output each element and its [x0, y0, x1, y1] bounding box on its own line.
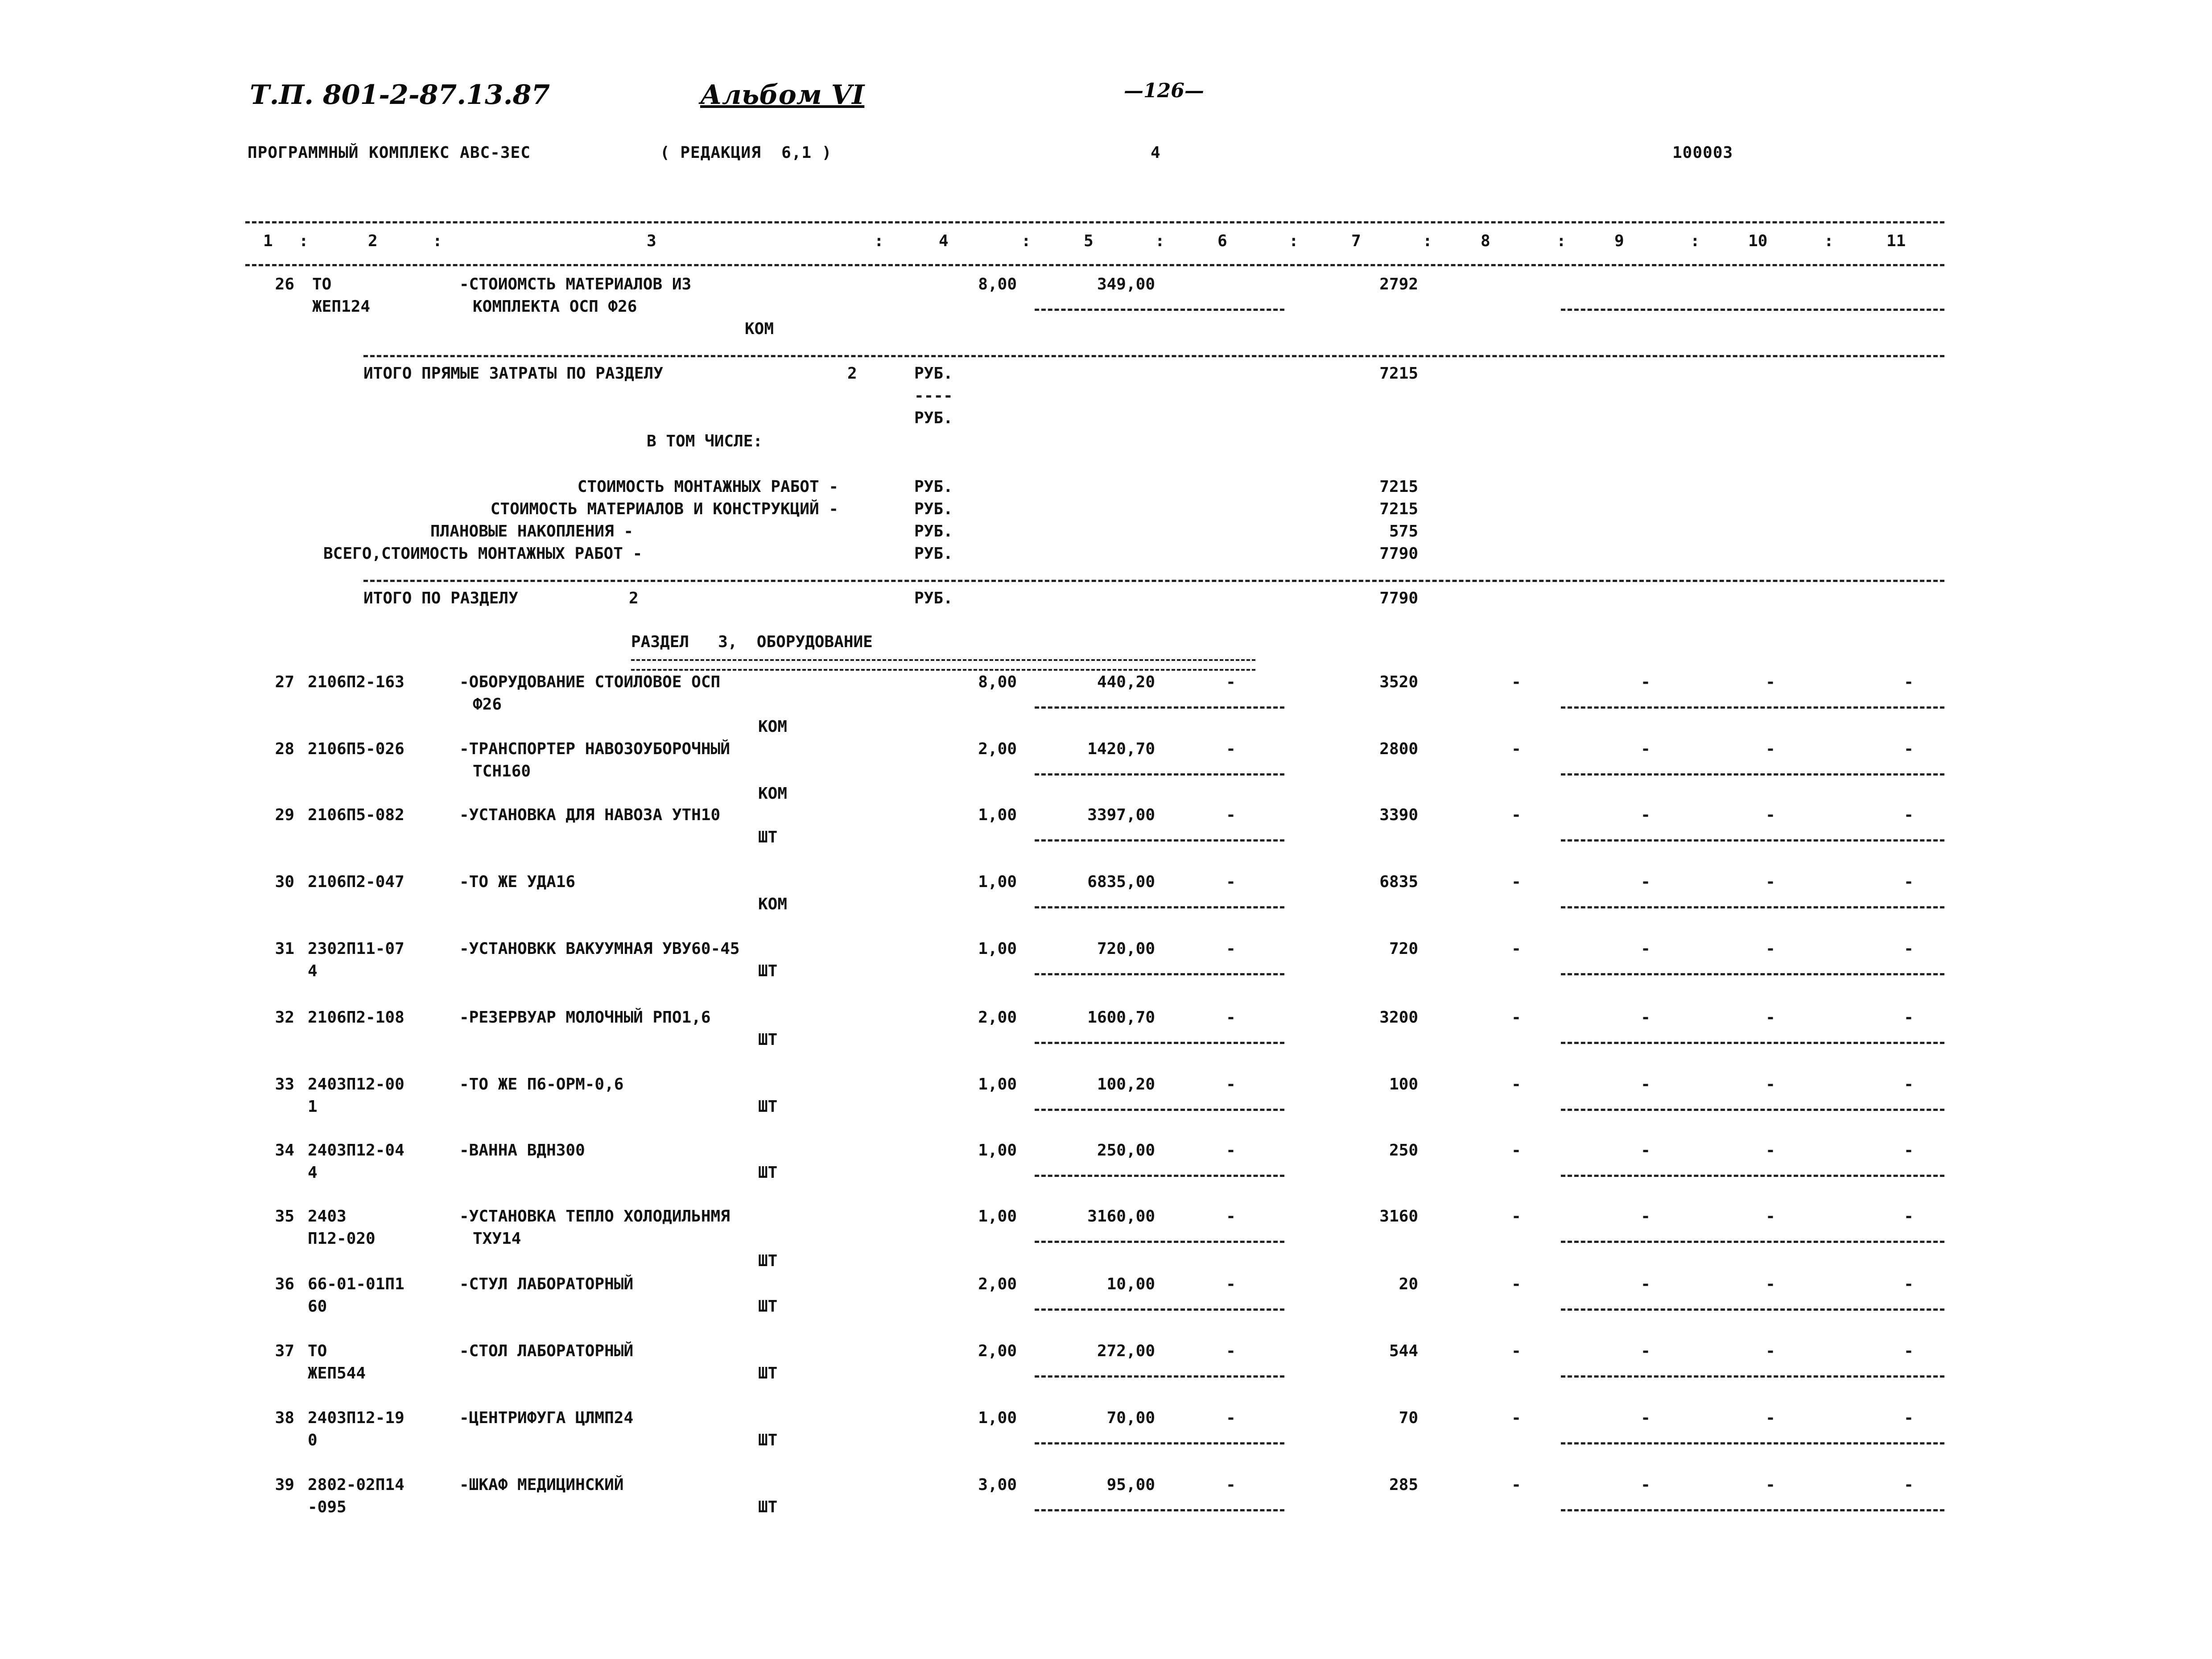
row-rule [1561, 1442, 1944, 1444]
row-quantity: 1,00 [978, 873, 1017, 891]
direct-costs-unit-2: РУБ. [914, 409, 953, 427]
column-number: 4 [939, 232, 949, 250]
dash-mark: - [1904, 1275, 1914, 1293]
column-separator: : [1556, 232, 1566, 250]
table-header-rule [245, 264, 1944, 266]
row-code: 2302П11-07 [308, 940, 404, 958]
row-unit: ШТ [758, 1098, 778, 1116]
row-description: -ТО ЖЕ П6-ОРМ-0,6 [459, 1075, 624, 1094]
row-code: 2106П5-082 [308, 806, 404, 824]
direct-costs-unit: РУБ. [914, 364, 953, 383]
dash-mark: - [1511, 940, 1521, 958]
row-rule [1561, 1308, 1944, 1311]
row-quantity: 1,00 [978, 1075, 1017, 1094]
row-code: 2403П12-19 [308, 1409, 404, 1427]
dash-mark: - [1641, 1207, 1651, 1226]
cost-line-value: 7215 [1379, 500, 1418, 518]
row-unit: ШТ [758, 828, 778, 846]
column-separator: : [299, 232, 309, 250]
row-quantity: 2,00 [978, 1008, 1017, 1027]
cost-line-unit: РУБ. [914, 500, 953, 518]
dash-mark: - [1766, 1275, 1775, 1293]
row-description: -СТУЛ ЛАБОРАТОРНЫЙ [459, 1275, 634, 1293]
dash-mark: - [1641, 1409, 1651, 1427]
direct-costs-total: 7215 [1379, 364, 1418, 383]
row-total: 100 [1389, 1075, 1418, 1094]
row-rule [1561, 1241, 1944, 1243]
row-price: 272,00 [1097, 1342, 1155, 1360]
dash-mark: - [1766, 1207, 1775, 1226]
row-unit: ШТ [758, 1297, 778, 1316]
row-description: -ОБОРУДОВАНИЕ СТОИЛОВОЕ ОСП [459, 673, 721, 691]
column-separator: : [1824, 232, 1834, 250]
column-separator: : [1690, 232, 1700, 250]
row-total: 20 [1399, 1275, 1418, 1293]
dash-mark: - [1226, 1008, 1236, 1027]
including-label: В ТОМ ЧИСЛЕ: [647, 432, 763, 450]
dash-mark: - [1904, 1141, 1914, 1160]
dash-mark: - [1511, 673, 1521, 691]
cost-line-label: СТОИМОСТЬ МАТЕРИАЛОВ И КОНСТРУКЦИЙ - [490, 500, 838, 518]
row-price: 3397,00 [1087, 806, 1155, 824]
row-quantity: 2,00 [978, 740, 1017, 758]
row-code-cont: 0 [308, 1431, 318, 1449]
row-number: 35 [275, 1207, 294, 1226]
dash-mark: - [1904, 806, 1914, 824]
row-rule [1561, 706, 1944, 709]
row-rule [1561, 906, 1944, 908]
row-rule [1035, 1042, 1284, 1044]
row-code: 2106П2-108 [308, 1008, 404, 1027]
row-rule [1561, 1509, 1944, 1511]
dash-mark: - [1904, 740, 1914, 758]
row-code: 2403П12-00 [308, 1075, 404, 1094]
row-description: -РЕЗЕРВУАР МОЛОЧНЫЙ РПО1,6 [459, 1008, 711, 1027]
section-total-rule [363, 580, 1944, 582]
doc-id: 100003 [1672, 144, 1733, 162]
row-price: 1420,70 [1087, 740, 1155, 758]
dash-mark: - [1226, 940, 1236, 958]
row-unit: КОМ [758, 895, 788, 913]
column-number: 3 [647, 232, 656, 250]
row-rule [1561, 1109, 1944, 1111]
cost-line-unit: РУБ. [914, 522, 953, 541]
dash-mark: - [1766, 1342, 1775, 1360]
dash-mark: - [1226, 1207, 1236, 1226]
column-number: 8 [1481, 232, 1490, 250]
row-number: 28 [275, 740, 294, 758]
dash-mark: - [1904, 873, 1914, 891]
direct-costs-label: ИТОГО ПРЯМЫЕ ЗАТРАТЫ ПО РАЗДЕЛУ [363, 364, 663, 383]
table-top-rule [245, 221, 1944, 223]
row-quantity: 1,00 [978, 1207, 1017, 1226]
row-total: 2800 [1379, 740, 1418, 758]
dash-mark: - [1766, 1075, 1775, 1094]
row-rule [1035, 309, 1284, 311]
row-code-cont: 1 [308, 1098, 318, 1116]
row-unit: КОМ [758, 718, 788, 736]
row-quantity: 2,00 [978, 1342, 1017, 1360]
row-total: 720 [1389, 940, 1418, 958]
column-number: 10 [1748, 232, 1768, 250]
row-number: 30 [275, 873, 294, 891]
row-number: 27 [275, 673, 294, 691]
row-rule [1035, 839, 1284, 842]
row-number: 31 [275, 940, 294, 958]
row-description: -ЦЕНТРИФУГА ЦЛМП24 [459, 1409, 634, 1427]
dash-mark: - [1904, 673, 1914, 691]
dash-mark: - [1904, 1075, 1914, 1094]
row-unit: ШТ [758, 962, 778, 980]
row-rule [1035, 773, 1284, 776]
cost-line-label: ПЛАНОВЫЕ НАКОПЛЕНИЯ - [430, 522, 633, 541]
row-rule [1035, 706, 1284, 709]
dash-mark: - [1226, 1476, 1236, 1494]
row-rule [1561, 309, 1944, 311]
row-rule [1561, 973, 1944, 975]
section-total-value: 7790 [1379, 589, 1418, 607]
row-code: ТО [308, 1342, 327, 1360]
row-code-cont: ЖЕП544 [308, 1364, 366, 1382]
row-description: -ТРАНСПОРТЕР НАВОЗОУБОРОЧНЫЙ [459, 740, 730, 758]
row-rule [1561, 773, 1944, 776]
row-unit: КОМ [758, 784, 788, 803]
dash-mark: - [1904, 1342, 1914, 1360]
row-quantity: 8,00 [978, 673, 1017, 691]
dash-mark: - [1641, 673, 1651, 691]
dash-mark: - [1904, 1476, 1914, 1494]
row-unit: ШТ [758, 1031, 778, 1049]
row-price: 100,20 [1097, 1075, 1155, 1094]
dash-mark: - [1511, 1141, 1521, 1160]
row-number: 33 [275, 1075, 294, 1094]
row-total: 285 [1389, 1476, 1418, 1494]
row-code: 2802-02П14 [308, 1476, 404, 1494]
row-number: 34 [275, 1141, 294, 1160]
dash-mark: - [1904, 940, 1914, 958]
row-code-cont: 60 [308, 1297, 327, 1316]
dash-mark: - [1904, 1008, 1914, 1027]
row-number: 37 [275, 1342, 294, 1360]
row-number: 38 [275, 1409, 294, 1427]
cost-line-value: 7790 [1379, 545, 1418, 563]
dash-mark: - [1226, 673, 1236, 691]
column-separator: : [874, 232, 884, 250]
page-number: —126— [1124, 79, 1204, 102]
row-description-cont: ТСН160 [473, 762, 531, 780]
cost-line-unit: РУБ. [914, 545, 953, 563]
dash-mark: - [1511, 1409, 1521, 1427]
dash-mark: - [1641, 940, 1651, 958]
row-description-cont: КОМПЛЕКТА ОСП Ф26 [473, 297, 637, 316]
dash-mark: - [1226, 1141, 1236, 1160]
row-rule [1035, 1442, 1284, 1444]
row-description-cont: ТХУ14 [473, 1230, 521, 1248]
dash-mark: - [1641, 1342, 1651, 1360]
section-total-number: 2 [629, 589, 639, 607]
row-number: 26 [275, 275, 294, 293]
row-rule [1035, 1308, 1284, 1311]
section-title: РАЗДЕЛ 3, ОБОРУДОВАНИЕ [631, 633, 873, 651]
dash-mark: - [1511, 1008, 1521, 1027]
dash-mark: - [1511, 1075, 1521, 1094]
section-rule [363, 355, 1944, 357]
direct-costs-section-no: 2 [847, 364, 857, 383]
row-code-cont: 4 [308, 962, 318, 980]
row-description: -УСТАНОВКА ТЕПЛО ХОЛОДИЛЬНМЯ [459, 1207, 730, 1226]
row-code-cont: ЖЕП124 [312, 297, 371, 316]
row-price: 3160,00 [1087, 1207, 1155, 1226]
sheet-number: 4 [1151, 144, 1161, 162]
row-code-cont: -095 [308, 1498, 347, 1516]
edition: ( РЕДАКЦИЯ 6,1 ) [660, 144, 832, 162]
row-rule [1561, 1375, 1944, 1378]
dash-mark: - [1766, 740, 1775, 758]
row-quantity: 2,00 [978, 1275, 1017, 1293]
row-rule [1561, 1042, 1944, 1044]
dash-mark: - [1904, 1207, 1914, 1226]
column-number: 11 [1886, 232, 1906, 250]
row-description: -ТО ЖЕ УДА16 [459, 873, 576, 891]
program-name: ПРОГРАММНЫЙ КОМПЛЕКС АВС-3ЕС [248, 144, 531, 162]
row-rule [1035, 906, 1284, 908]
row-code: 66-01-01П1 [308, 1275, 404, 1293]
column-separator: : [1289, 232, 1299, 250]
cost-line-value: 575 [1389, 522, 1418, 541]
dash-mark: - [1226, 806, 1236, 824]
row-price: 250,00 [1097, 1141, 1155, 1160]
row-number: 36 [275, 1275, 294, 1293]
row-unit: КОМ [745, 320, 774, 338]
row-price: 10,00 [1106, 1275, 1155, 1293]
row-price: 349,00 [1097, 275, 1155, 293]
dash-mark: - [1766, 940, 1775, 958]
dash-mark: - [1766, 1141, 1775, 1160]
dash-mark: - [1226, 1275, 1236, 1293]
dash-mark: - [1226, 1409, 1236, 1427]
row-unit: ШТ [758, 1364, 778, 1382]
row-unit: ШТ [758, 1164, 778, 1182]
row-rule [1035, 1509, 1284, 1511]
row-rule [1035, 1241, 1284, 1243]
column-number: 9 [1614, 232, 1624, 250]
row-rule [1035, 1175, 1284, 1177]
row-total: 3520 [1379, 673, 1418, 691]
dash-mark: - [1904, 1409, 1914, 1427]
column-number: 6 [1217, 232, 1227, 250]
dash-mark: - [1641, 806, 1651, 824]
dash-mark: - [1766, 673, 1775, 691]
section-title-underline [631, 659, 1255, 671]
dash-mark: - [1641, 1075, 1651, 1094]
row-rule [1561, 839, 1944, 842]
section-total-unit: РУБ. [914, 589, 953, 607]
row-description: -ВАННА ВДН300 [459, 1141, 585, 1160]
row-number: 29 [275, 806, 294, 824]
dash-mark: - [1226, 1075, 1236, 1094]
dash-mark: - [1641, 1141, 1651, 1160]
dash-mark: - [1641, 873, 1651, 891]
row-total: 544 [1389, 1342, 1418, 1360]
dash-mark: - [1511, 1476, 1521, 1494]
row-description: -УСТАНОВКА ДЛЯ НАВОЗА УТН10 [459, 806, 721, 824]
row-number: 32 [275, 1008, 294, 1027]
cost-line-label: СТОИМОСТЬ МОНТАЖНЫХ РАБОТ - [577, 478, 838, 496]
section-total-label: ИТОГО ПО РАЗДЕЛУ [363, 589, 518, 607]
direct-costs-unit-sep: ---- [914, 387, 953, 405]
row-price: 70,00 [1106, 1409, 1155, 1427]
dash-mark: - [1641, 1275, 1651, 1293]
column-number: 2 [368, 232, 378, 250]
row-price: 440,20 [1097, 673, 1155, 691]
dash-mark: - [1511, 1342, 1521, 1360]
column-number: 1 [263, 232, 273, 250]
row-total: 3160 [1379, 1207, 1418, 1226]
row-quantity: 8,00 [978, 275, 1017, 293]
row-total: 70 [1399, 1409, 1418, 1427]
dash-mark: - [1641, 1008, 1651, 1027]
dash-mark: - [1641, 1476, 1651, 1494]
row-quantity: 3,00 [978, 1476, 1017, 1494]
cost-line-value: 7215 [1379, 478, 1418, 496]
cost-line-label: ВСЕГО,СТОИМОСТЬ МОНТАЖНЫХ РАБОТ - [323, 545, 643, 563]
row-code-cont: П12-020 [308, 1230, 376, 1248]
dash-mark: - [1766, 1476, 1775, 1494]
cost-line-unit: РУБ. [914, 478, 953, 496]
album-label: Альбом VI [700, 79, 865, 111]
column-number: 7 [1351, 232, 1361, 250]
dash-mark: - [1226, 873, 1236, 891]
row-rule [1035, 973, 1284, 975]
row-number: 39 [275, 1476, 294, 1494]
row-quantity: 1,00 [978, 940, 1017, 958]
row-rule [1035, 1375, 1284, 1378]
row-quantity: 1,00 [978, 1409, 1017, 1427]
row-code: 2403 [308, 1207, 347, 1226]
row-total: 2792 [1379, 275, 1418, 293]
row-total: 3390 [1379, 806, 1418, 824]
dash-mark: - [1766, 873, 1775, 891]
row-code: 2106П5-026 [308, 740, 404, 758]
column-separator: : [1155, 232, 1165, 250]
dash-mark: - [1226, 1342, 1236, 1360]
dash-mark: - [1511, 806, 1521, 824]
row-rule [1035, 1109, 1284, 1111]
dash-mark: - [1641, 740, 1651, 758]
row-unit: ШТ [758, 1431, 778, 1449]
dash-mark: - [1511, 1275, 1521, 1293]
row-unit: ШТ [758, 1498, 778, 1516]
column-separator: : [433, 232, 442, 250]
row-description-cont: Ф26 [473, 695, 502, 714]
row-description: -УСТАНОВКК ВАКУУМНАЯ УВУ60-45 [459, 940, 740, 958]
row-rule [1561, 1175, 1944, 1177]
row-description: -ШКАФ МЕДИЦИНСКИЙ [459, 1476, 624, 1494]
row-price: 720,00 [1097, 940, 1155, 958]
row-total: 250 [1389, 1141, 1418, 1160]
dash-mark: - [1511, 740, 1521, 758]
row-code: 2403П12-04 [308, 1141, 404, 1160]
row-code: 2106П2-163 [308, 673, 404, 691]
row-quantity: 1,00 [978, 1141, 1017, 1160]
row-unit: ШТ [758, 1252, 778, 1270]
row-code-cont: 4 [308, 1164, 318, 1182]
row-price: 95,00 [1106, 1476, 1155, 1494]
column-separator: : [1423, 232, 1432, 250]
dash-mark: - [1226, 740, 1236, 758]
row-description: -СТОЛ ЛАБОРАТОРНЫЙ [459, 1342, 634, 1360]
dash-mark: - [1511, 1207, 1521, 1226]
dash-mark: - [1766, 1008, 1775, 1027]
dash-mark: - [1766, 1409, 1775, 1427]
row-description: -СТОИОМСТЬ МАТЕРИАЛОВ ИЗ [459, 275, 692, 293]
row-code: 2106П2-047 [308, 873, 404, 891]
column-separator: : [1021, 232, 1031, 250]
row-total: 3200 [1379, 1008, 1418, 1027]
row-quantity: 1,00 [978, 806, 1017, 824]
column-number: 5 [1084, 232, 1094, 250]
row-total: 6835 [1379, 873, 1418, 891]
dash-mark: - [1511, 873, 1521, 891]
row-code: ТО [312, 275, 332, 293]
project-code: Т.П. 801-2-87.13.87 [250, 79, 550, 111]
dash-mark: - [1766, 806, 1775, 824]
row-price: 1600,70 [1087, 1008, 1155, 1027]
row-price: 6835,00 [1087, 873, 1155, 891]
